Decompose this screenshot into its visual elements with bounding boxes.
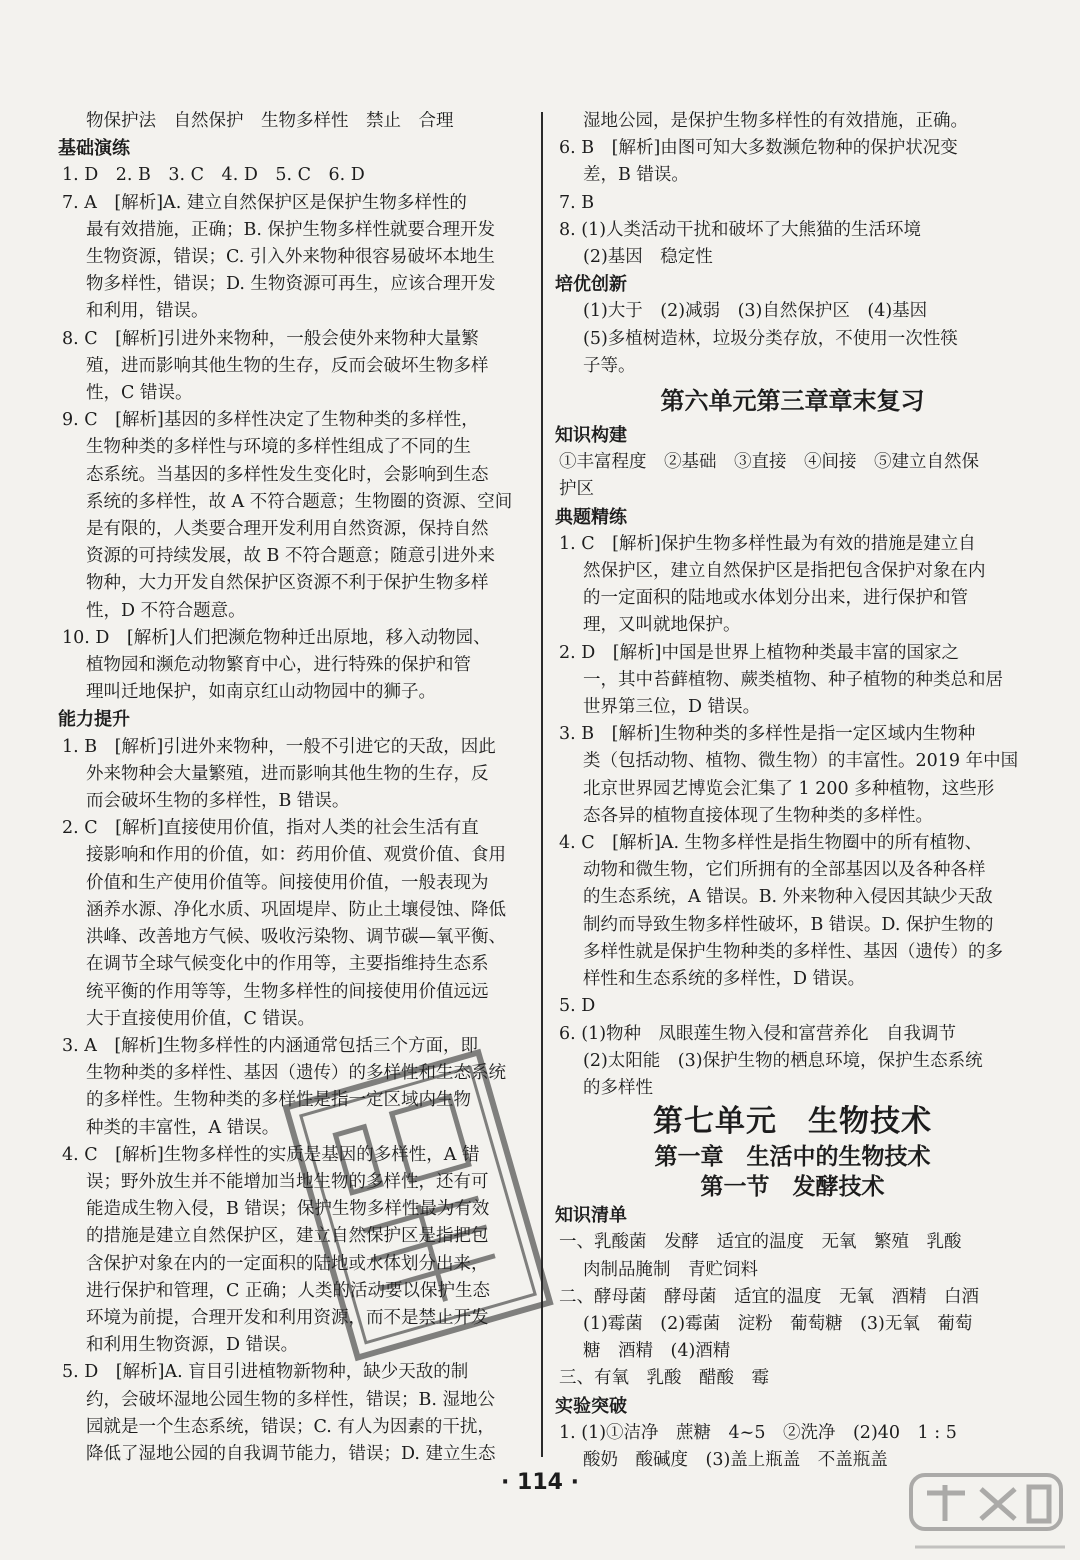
section-heading: 能力提升 bbox=[58, 709, 130, 731]
answer-line: 资源的可持续发展，故 B 不符合题意；随意引进外来 bbox=[86, 546, 495, 567]
answer-line: 植物园和濒危动物繁育中心，进行特殊的保护和管 bbox=[86, 655, 471, 676]
chapter-title: 第一章 生活中的生物技术 bbox=[654, 1144, 931, 1171]
answer-line: 1. D 2. B 3. C 4. D 5. C 6. D bbox=[62, 165, 365, 186]
answer-line: 殖，进而影响其他生物的生存，反而会破坏生物多样 bbox=[86, 355, 489, 376]
answer-line: 9. C [解析]基因的多样性决定了生物种类的多样性， bbox=[62, 410, 479, 431]
answer-line: 价值和生产使用价值等。间接使用价值，一般表现为 bbox=[86, 872, 489, 893]
answer-line: 生物种类的多样性、基因（遗传）的多样性和生态系统 bbox=[86, 1063, 506, 1084]
answer-line: 误；野外放生并不能增加当地生物的多样性，还有可 bbox=[86, 1171, 489, 1192]
answer-line: 7. B bbox=[559, 192, 595, 213]
answer-line: 能造成生物入侵，B 错误；保护生物多样性最为有效 bbox=[86, 1199, 490, 1220]
answer-line: 最有效措施，正确；B. 保护生物多样性就要合理开发 bbox=[86, 219, 495, 240]
answer-line: 大于直接使用价值，C 错误。 bbox=[86, 1008, 315, 1029]
answer-line: (2)太阳能 (3)保护生物的栖息环境，保护生态系统 bbox=[583, 1050, 983, 1071]
section-heading: 知识清单 bbox=[555, 1205, 627, 1227]
section-heading: 基础演练 bbox=[58, 138, 130, 160]
answer-line: 糖 酒精 (4)酒精 bbox=[583, 1341, 731, 1362]
answer-line: 类（包括动物、植物、微生物）的丰富性。2019 年中国 bbox=[583, 751, 1019, 772]
answer-line: 1. C [解析]保护生物多样性最为有效的措施是建立自 bbox=[559, 533, 976, 554]
answer-line: 3. B [解析]生物种类的多样性是指一定区域内生物种 bbox=[559, 724, 976, 745]
answer-line: 3. A [解析]生物多样性的内涵通常包括三个方面，即 bbox=[62, 1035, 479, 1056]
answer-line: 而会破坏生物的多样性，B 错误。 bbox=[86, 791, 350, 812]
answer-line: 差，B 错误。 bbox=[583, 165, 689, 186]
answer-line: 北京世界园艺博览会汇集了 1 200 多种植物，这些形 bbox=[583, 778, 995, 799]
answer-line: 肉制品腌制 青贮饲料 bbox=[583, 1259, 758, 1280]
left-column bbox=[58, 108, 528, 1468]
answer-line: 的生态系统，A 错误。B. 外来物种入侵因其缺少天敌 bbox=[583, 887, 993, 908]
answer-line: (1)大于 (2)减弱 (3)自然保护区 (4)基因 bbox=[583, 301, 928, 322]
unit-title: 第七单元 生物技术 bbox=[653, 1104, 932, 1140]
answer-line: 外来物种会大量繁殖，进而影响其他生物的生存，反 bbox=[86, 763, 489, 784]
answer-line: 制约而导致生物多样性破坏，B 错误。D. 保护生物的 bbox=[583, 914, 994, 935]
answer-line: 物种，大力开发自然保护区资源不利于保护生物多样 bbox=[86, 573, 489, 594]
answer-line: 含保护对象在内的一定面积的陆地或水体划分出来， bbox=[86, 1253, 489, 1274]
answer-line: 一，其中苔藓植物、蕨类植物、种子植物的种类总和居 bbox=[583, 669, 1003, 690]
answer-line: (2)基因 稳定性 bbox=[583, 247, 713, 268]
section-heading: 实验突破 bbox=[555, 1395, 627, 1417]
answer-line: 的多样性 bbox=[583, 1077, 653, 1098]
answer-line: 物多样性，错误；D. 生物资源可再生，应该合理开发 bbox=[86, 274, 496, 295]
section-heading: 培优创新 bbox=[555, 274, 627, 296]
answer-line: 是有限的，人类要合理开发利用自然资源，保持自然 bbox=[86, 519, 489, 540]
answer-line: 5. D [解析]A. 盲目引进植物新物种，缺少天敌的制 bbox=[62, 1362, 469, 1383]
answer-line: 园就是一个生态系统，错误；C. 有人为因素的干扰， bbox=[86, 1416, 495, 1437]
page-number: · 114 · bbox=[501, 1470, 579, 1495]
chapter-title: 第一节 发酵技术 bbox=[700, 1174, 885, 1201]
answer-line: 然保护区，建立自然保护区是指把包含保护对象在内 bbox=[583, 561, 986, 582]
answer-line: 性，C 错误。 bbox=[86, 383, 193, 404]
answer-line: 酸奶 酸碱度 (3)盖上瓶盖 不盖瓶盖 bbox=[583, 1449, 888, 1470]
answer-line: 8. (1)人类活动干扰和破坏了大熊猫的生活环境 bbox=[559, 219, 922, 240]
answer-line: (1)霉菌 (2)霉菌 淀粉 葡萄糖 (3)无氧 葡萄 bbox=[583, 1313, 973, 1334]
answer-line: 10. D [解析]人们把濒危物种迁出原地，移入动物园、 bbox=[62, 627, 491, 648]
answer-line: 2. C [解析]直接使用价值，指对人类的社会生活有直 bbox=[62, 818, 479, 839]
answer-line: 4. C [解析]A. 生物多样性是指生物圈中的所有植物、 bbox=[559, 833, 983, 854]
answer-line: 5. D bbox=[559, 996, 596, 1017]
answer-line: 统平衡的作用等等，生物多样性的间接使用价值远远 bbox=[86, 981, 489, 1002]
answer-line: 8. C [解析]引进外来物种，一般会使外来物种大量繁 bbox=[62, 328, 479, 349]
chapter-review-title: 第六单元第三章章末复习 bbox=[660, 387, 925, 416]
answer-line: 洪峰、改善地方气候、吸收污染物、调节碳—氧平衡、 bbox=[86, 927, 506, 948]
answer-line: 在调节全球气候变化中的作用等，主要指维持生态系 bbox=[86, 954, 489, 975]
right-column bbox=[555, 108, 1030, 1474]
answer-line: 生物种类的多样性与环境的多样性组成了不同的生 bbox=[86, 437, 471, 458]
answer-line: 动物和微生物，它们所拥有的全部基因以及各种各样 bbox=[583, 860, 986, 881]
answer-line: 6. B [解析]由图可知大多数濒危物种的保护状况变 bbox=[559, 138, 958, 159]
section-heading: 典题精练 bbox=[555, 506, 627, 528]
answer-line: 接影响和作用的价值，如：药用价值、观赏价值、食用 bbox=[86, 845, 506, 866]
answer-line: 护区 bbox=[559, 479, 594, 500]
answer-line: 和利用，错误。 bbox=[86, 301, 209, 322]
answer-line: 物保护法 自然保护 生物多样性 禁止 合理 bbox=[86, 111, 454, 131]
column-divider bbox=[541, 112, 543, 1457]
answer-line: 和利用生物资源，D 错误。 bbox=[86, 1335, 299, 1356]
answer-line: 的一定面积的陆地或水体划分出来，进行保护和管 bbox=[583, 588, 968, 609]
answer-line: 4. C [解析]生物多样性的实质是基因的多样性，A 错 bbox=[62, 1144, 480, 1165]
answer-line: 1. B [解析]引进外来物种，一般不引进它的天敌，因此 bbox=[62, 736, 496, 757]
answer-line: 系统的多样性，故 A 不符合题意；生物圈的资源、空间 bbox=[86, 491, 513, 512]
answer-line: 理叫迁地保护，如南京红山动物园中的狮子。 bbox=[86, 682, 436, 703]
answer-line: 一、乳酸菌 发酵 适宜的温度 无氧 繁殖 乳酸 bbox=[559, 1232, 962, 1253]
answer-line: (5)多植树造林，垃圾分类存放，不使用一次性筷 bbox=[583, 328, 958, 349]
answer-line: 态各异的植物直接体现了生物种类的多样性。 bbox=[583, 805, 933, 826]
answer-line: 种类的丰富性，A 错误。 bbox=[86, 1117, 280, 1138]
answer-line: 样性和生态系统的多样性，D 错误。 bbox=[583, 969, 866, 990]
answer-line: 6. (1)物种 凤眼莲生物入侵和富营养化 自我调节 bbox=[559, 1023, 957, 1044]
answer-line: 性，D 不符合题意。 bbox=[86, 600, 246, 621]
answer-line: 环境为前提，合理开发和利用资源，而不是禁止开发 bbox=[86, 1307, 489, 1328]
answer-line: 多样性就是保护生物种类的多样性、基因（遗传）的多 bbox=[583, 941, 1003, 962]
answer-line: 降低了湿地公园的自我调节能力，错误；D. 建立生态 bbox=[86, 1443, 496, 1464]
answer-line: 的措施是建立自然保护区，建立自然保护区是指把包 bbox=[86, 1226, 489, 1247]
answer-line: 进行保护和管理，C 正确；人类的活动要以保护生态 bbox=[86, 1280, 490, 1301]
answer-line: ①丰富程度 ②基础 ③直接 ④间接 ⑤建立自然保 bbox=[559, 452, 979, 473]
answer-line: 生物资源，错误；C. 引入外来物种很容易破坏本地生 bbox=[86, 247, 495, 268]
answer-line: 7. A [解析]A. 建立自然保护区是保护生物多样性的 bbox=[62, 192, 467, 213]
section-heading: 知识构建 bbox=[555, 425, 627, 447]
answer-line: 态系统。当基因的多样性发生变化时，会影响到生态 bbox=[86, 464, 489, 485]
answer-line: 子等。 bbox=[583, 355, 636, 376]
answer-line: 涵养水源、净化水质、巩固堤岸、防止土壤侵蚀、降低 bbox=[86, 899, 506, 920]
answer-line: 二、酵母菌 酵母菌 适宜的温度 无氧 酒精 白酒 bbox=[559, 1286, 979, 1307]
answer-line: 理，又叫就地保护。 bbox=[583, 615, 741, 636]
answer-line: 世界第三位，D 错误。 bbox=[583, 697, 761, 718]
answer-line: 三、有氧 乳酸 醋酸 霉 bbox=[559, 1368, 769, 1389]
answer-line: 2. D [解析]中国是世界上植物种类最丰富的国家之 bbox=[559, 642, 959, 663]
answer-line: 约，会破坏湿地公园生物的多样性，错误；B. 湿地公 bbox=[86, 1389, 495, 1410]
answer-line: 1. (1)①洁净 蔗糖 4~5 ②洗净 (2)40 1 : 5 bbox=[559, 1422, 957, 1443]
answer-line: 湿地公园，是保护生物多样性的有效措施，正确。 bbox=[583, 111, 968, 131]
answer-line: 的多样性。生物种类的多样性是指一定区域内生物 bbox=[86, 1090, 471, 1111]
